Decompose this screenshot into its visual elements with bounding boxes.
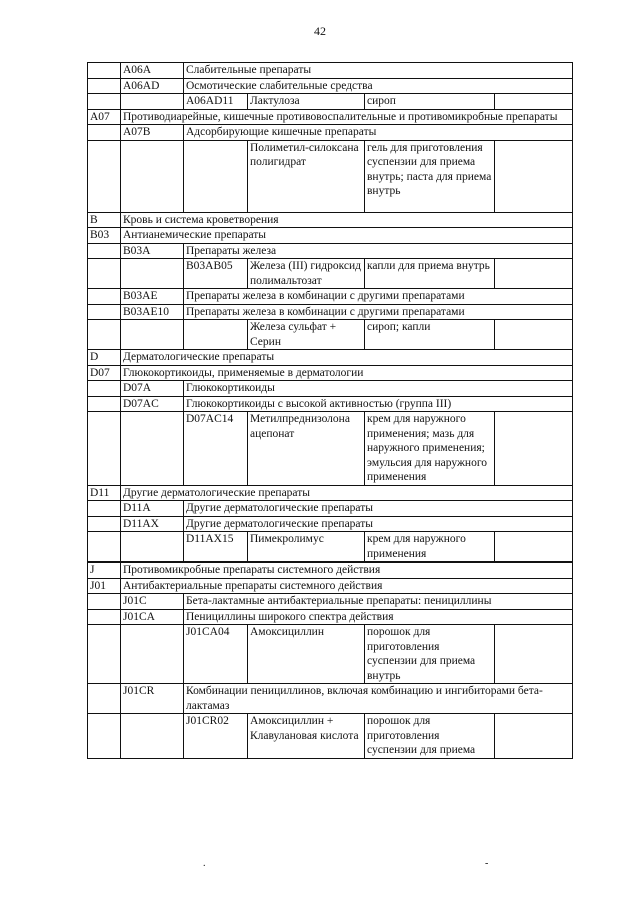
footer-mark-left: . — [203, 858, 206, 869]
table-row — [88, 304, 573, 320]
drug-name-cell: Железа (III) гидроксид полимальтозат — [248, 259, 365, 289]
empty-cell — [121, 532, 184, 562]
empty-cell — [88, 516, 121, 532]
dosage-form-cell: сироп — [365, 94, 495, 110]
table-row — [88, 243, 573, 259]
atc-code-cell: B03 — [88, 228, 121, 244]
table-row — [88, 140, 573, 212]
group-name-cell: Противомикробные препараты системного действия — [121, 563, 573, 579]
drug-name-cell: Метилпреднизолона ацепонат — [248, 412, 365, 486]
empty-cell — [121, 140, 184, 212]
dosage-form-cell: порошок для приготовления суспензии для приема — [365, 714, 495, 759]
group-name-cell: Осмотические слабительные средства — [184, 78, 573, 94]
empty-cell — [121, 625, 184, 684]
empty-cell — [495, 714, 573, 759]
group-name-cell: Противодиарейные, кишечные противовоспалительные и противомикробные препараты — [121, 109, 573, 125]
table-row — [88, 350, 573, 366]
empty-cell — [88, 684, 121, 714]
empty-cell — [88, 259, 121, 289]
dosage-form-cell: порошок для приготовления суспензии для приема внутрь — [365, 625, 495, 684]
table-row — [88, 125, 573, 141]
atc-code-cell: J01 — [88, 578, 121, 594]
atc-code-cell: D07AC14 — [184, 412, 248, 486]
atc-code-cell: J01CR02 — [184, 714, 248, 759]
group-name-cell: Глюкокортикоиды — [184, 381, 573, 397]
group-name-cell: Препараты железа — [184, 243, 573, 259]
group-name-cell: Кровь и система кроветворения — [121, 212, 573, 228]
atc-code-cell: D11AX — [121, 516, 184, 532]
atc-code-cell — [184, 320, 248, 350]
empty-cell — [495, 625, 573, 684]
drug-name-cell: Железа сульфат + Серин — [248, 320, 365, 350]
group-name-cell: Комбинации пенициллинов, включая комбинацию и ингибиторами бета-лактамаз — [184, 684, 573, 714]
empty-cell — [88, 140, 121, 212]
atc-code-cell — [184, 140, 248, 212]
group-name-cell: Глюкокортикоиды, применяемые в дерматологии — [121, 365, 573, 381]
empty-cell — [121, 412, 184, 486]
atc-code-cell: B — [88, 212, 121, 228]
empty-cell — [88, 412, 121, 486]
table-row — [88, 365, 573, 381]
footer-mark-right: - — [485, 858, 489, 869]
table-row — [88, 501, 573, 517]
table-row — [88, 609, 573, 625]
empty-cell — [495, 320, 573, 350]
empty-cell — [88, 125, 121, 141]
drug-name-cell: Лактулоза — [248, 94, 365, 110]
atc-code-cell: A06AD11 — [184, 94, 248, 110]
table-row — [88, 714, 573, 759]
atc-code-cell: A07 — [88, 109, 121, 125]
empty-cell — [121, 94, 184, 110]
table-row — [88, 289, 573, 305]
empty-cell — [88, 78, 121, 94]
table-row — [88, 381, 573, 397]
atc-code-cell: D — [88, 350, 121, 366]
empty-cell — [88, 714, 121, 759]
atc-drug-table — [87, 62, 573, 759]
empty-cell — [88, 532, 121, 562]
empty-cell — [88, 304, 121, 320]
empty-cell — [88, 625, 121, 684]
atc-code-cell: B03AB05 — [184, 259, 248, 289]
atc-code-cell: J01CA04 — [184, 625, 248, 684]
empty-cell — [495, 140, 573, 212]
group-name-cell: Бета-лактамные антибактериальные препараты: пенициллины — [184, 594, 573, 610]
empty-cell — [88, 289, 121, 305]
group-name-cell: Антибактериальные препараты системного действия — [121, 578, 573, 594]
table-row — [88, 594, 573, 610]
empty-cell — [88, 609, 121, 625]
atc-code-cell: D07AC — [121, 396, 184, 412]
empty-cell — [88, 396, 121, 412]
table-row — [88, 532, 573, 562]
atc-code-cell: A06AD — [121, 78, 184, 94]
table-row — [88, 578, 573, 594]
drug-name-cell: Полиметил-силоксана полигидрат — [248, 140, 365, 212]
page-number: 42 — [314, 24, 326, 38]
atc-code-cell: D07A — [121, 381, 184, 397]
empty-cell — [88, 243, 121, 259]
drug-name-cell: Амоксициллин — [248, 625, 365, 684]
dosage-form-cell: крем для наружного применения — [365, 532, 495, 562]
atc-code-cell: D11A — [121, 501, 184, 517]
atc-code-cell: D11AX15 — [184, 532, 248, 562]
dosage-form-cell: гель для приготовления суспензии для приема внутрь; паста для приема внутрь — [365, 140, 495, 212]
table-row — [88, 94, 573, 110]
atc-code-cell: J01CA — [121, 609, 184, 625]
group-name-cell: Другие дерматологические препараты — [184, 501, 573, 517]
table-row — [88, 625, 573, 684]
empty-cell — [88, 63, 121, 79]
group-name-cell: Адсорбирующие кишечные препараты — [184, 125, 573, 141]
atc-code-cell: D07 — [88, 365, 121, 381]
table-row — [88, 516, 573, 532]
group-name-cell: Глюкокортикоиды с высокой активностью (группа III) — [184, 396, 573, 412]
dosage-form-cell: крем для наружного применения; мазь для наружного применения; эмульсия для наружного применения — [365, 412, 495, 486]
empty-cell — [495, 259, 573, 289]
dosage-form-cell: капли для приема внутрь — [365, 259, 495, 289]
empty-cell — [495, 94, 573, 110]
empty-cell — [88, 94, 121, 110]
empty-cell — [88, 320, 121, 350]
empty-cell — [495, 532, 573, 562]
group-name-cell: Антианемические препараты — [121, 228, 573, 244]
group-name-cell: Препараты железа в комбинации с другими препаратами — [184, 304, 573, 320]
table-row — [88, 563, 573, 579]
empty-cell — [121, 714, 184, 759]
table-row — [88, 78, 573, 94]
atc-code-cell: J01C — [121, 594, 184, 610]
atc-code-cell: D11 — [88, 485, 121, 501]
atc-code-cell: B03AE — [121, 289, 184, 305]
table-row — [88, 684, 573, 714]
table-row — [88, 259, 573, 289]
drug-name-cell: Амоксициллин + Клавулановая кислота — [248, 714, 365, 759]
empty-cell — [495, 412, 573, 486]
drug-name-cell: Пимекролимус — [248, 532, 365, 562]
group-name-cell: Пенициллины широкого спектра действия — [184, 609, 573, 625]
table-row — [88, 396, 573, 412]
table-row — [88, 212, 573, 228]
empty-cell — [88, 594, 121, 610]
atc-code-cell: B03AE10 — [121, 304, 184, 320]
group-name-cell: Препараты железа в комбинации с другими препаратами — [184, 289, 573, 305]
empty-cell — [121, 320, 184, 350]
atc-code-cell: B03A — [121, 243, 184, 259]
table-row — [88, 485, 573, 501]
atc-code-cell: J01CR — [121, 684, 184, 714]
atc-code-cell: A06A — [121, 63, 184, 79]
table-row — [88, 412, 573, 486]
atc-code-cell: A07B — [121, 125, 184, 141]
table-row — [88, 109, 573, 125]
atc-code-cell: J — [88, 563, 121, 579]
empty-cell — [88, 381, 121, 397]
group-name-cell: Другие дерматологические препараты — [121, 485, 573, 501]
empty-cell — [88, 501, 121, 517]
group-name-cell: Другие дерматологические препараты — [184, 516, 573, 532]
group-name-cell: Слабительные препараты — [184, 63, 573, 79]
table-row — [88, 63, 573, 79]
table-row — [88, 320, 573, 350]
empty-cell — [121, 259, 184, 289]
table-row — [88, 228, 573, 244]
dosage-form-cell: сироп; капли — [365, 320, 495, 350]
group-name-cell: Дерматологические препараты — [121, 350, 573, 366]
